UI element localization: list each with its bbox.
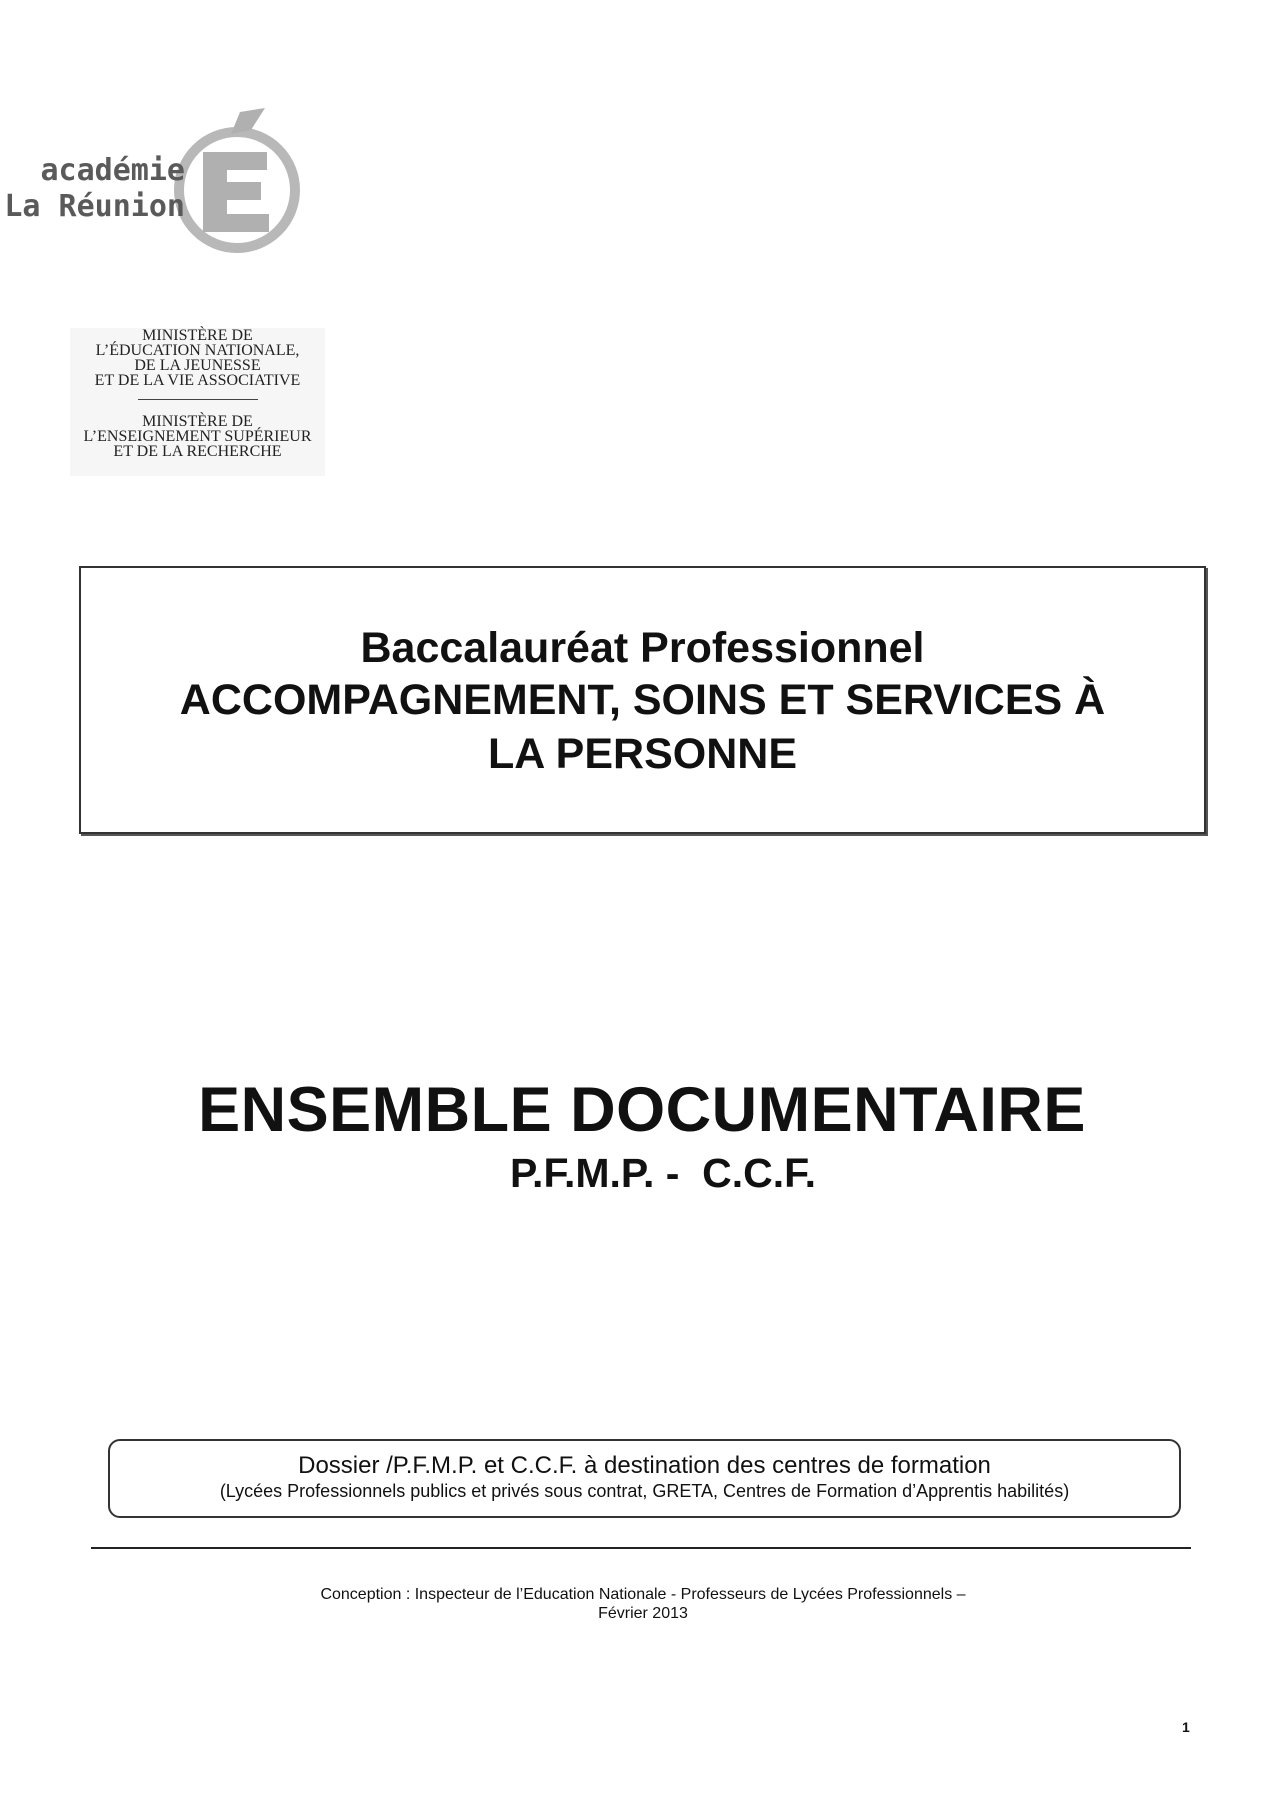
ministere-line: L’ÉDUCATION NATIONALE, xyxy=(95,342,300,359)
conception-credits xyxy=(0,1585,1286,1623)
ministere-logo xyxy=(70,328,325,476)
ministere-line: DE LA JEUNESSE xyxy=(134,357,261,374)
title-line-bac-pro: Baccalauréat Professionnel xyxy=(360,624,925,672)
dossier-box xyxy=(108,1439,1181,1518)
academie-line1: académie xyxy=(40,153,185,188)
academie-logo xyxy=(4,108,315,253)
marianne-e-emblem xyxy=(179,108,295,248)
conception-date: Février 2013 xyxy=(598,1605,688,1622)
academie-logo-graphic xyxy=(4,108,315,253)
sub-title: P.F.M.P. - C.C.F. xyxy=(510,1150,817,1196)
title-line-specialty: ACCOMPAGNEMENT, SOINS ET SERVICES À xyxy=(179,676,1106,724)
ministere-line: MINISTÈRE DE xyxy=(142,327,253,344)
academie-line2: La Réunion xyxy=(4,189,185,224)
ministere-line: ET DE LA VIE ASSOCIATIVE xyxy=(94,372,301,389)
ministere-line: L’ENSEIGNEMENT SUPÉRIEUR xyxy=(83,428,312,445)
ministere-line: ET DE LA RECHERCHE xyxy=(113,443,282,460)
main-title: ENSEMBLE DOCUMENTAIRE xyxy=(198,1075,1086,1145)
ministere-line: MINISTÈRE DE xyxy=(142,413,253,430)
title-line-specialty-end: LA PERSONNE xyxy=(488,730,797,778)
conception-line: Conception : Inspecteur de l’Education Nationale - Professeurs de Lycées Professionnels – xyxy=(320,1586,966,1603)
dossier-description: Dossier /P.F.M.P. et C.C.F. à destination des centres de formation xyxy=(298,1452,991,1479)
page-number: 1 xyxy=(1182,1719,1190,1735)
horizontal-rule xyxy=(91,1547,1191,1549)
ministere-education-block xyxy=(70,328,325,388)
dossier-audience: (Lycées Professionnels publics et privés sous contrat, GRETA, Centres de Formation d’Apprentis habilités) xyxy=(219,1481,1070,1501)
ministere-separator xyxy=(138,399,258,400)
ministere-recherche-block xyxy=(70,414,325,459)
title-box xyxy=(79,566,1206,834)
